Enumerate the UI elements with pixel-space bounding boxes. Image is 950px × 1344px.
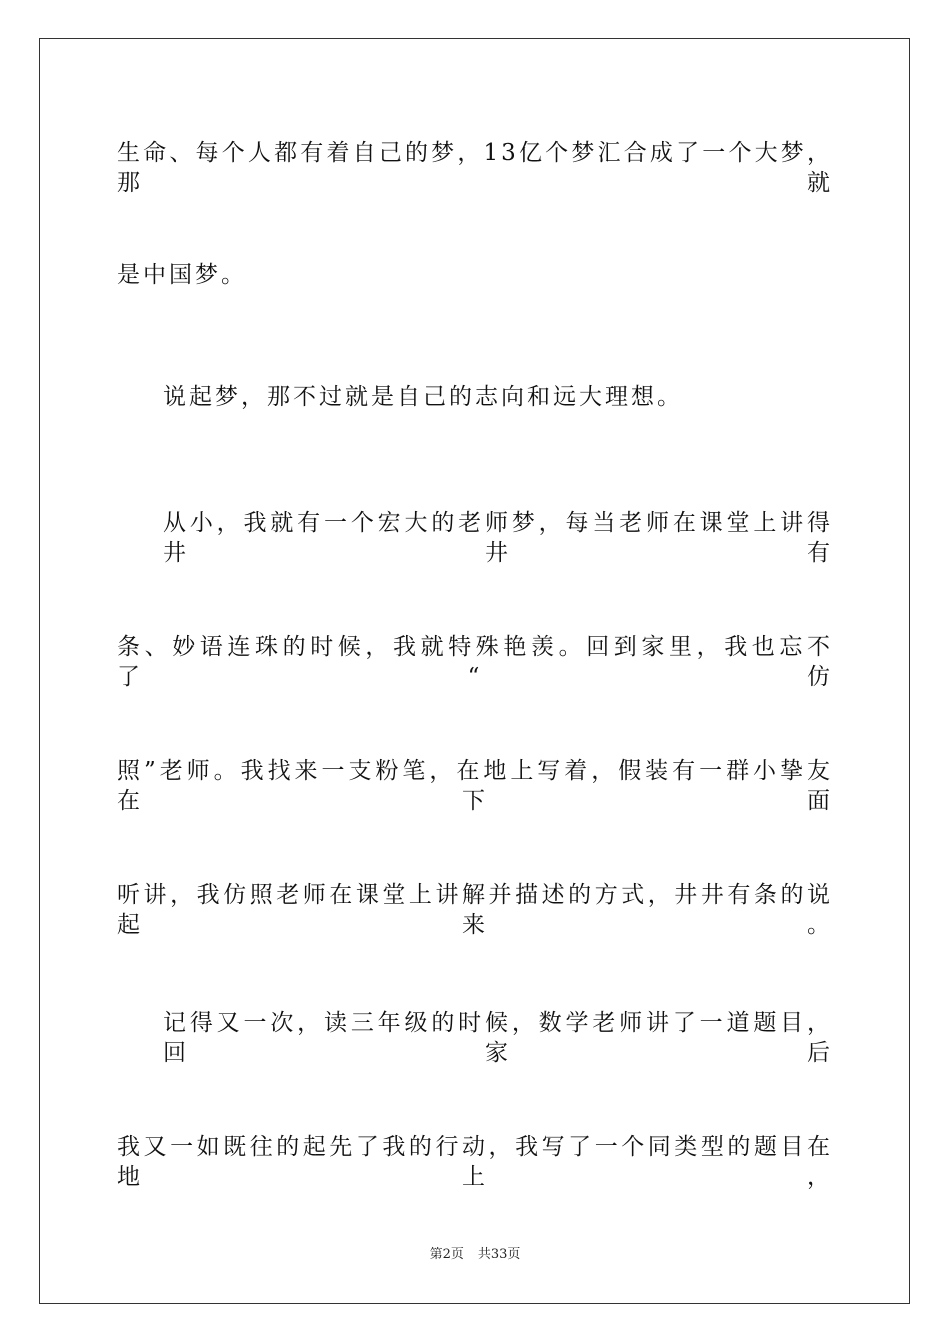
text-line-8: 记得又一次，读三年级的时候，数学老师讲了一道题目，回家后 (163, 1010, 833, 1066)
page-number: 第2页 (429, 1247, 464, 1262)
text-line-5: 条、妙语连珠的时候，我就特殊艳羡。回到家里，我也忘不了“仿 (117, 634, 833, 690)
text-line-3: 说起梦，那不过就是自己的志向和远大理想。 (163, 384, 683, 410)
text-line-9: 我又一如既往的起先了我的行动，我写了一个同类型的题目在地上， (117, 1134, 833, 1190)
page-footer (0, 1246, 950, 1264)
text-line-2: 是中国梦。 (117, 262, 247, 288)
text-line-1: 生命、每个人都有着自己的梦，13亿个梦汇合成了一个大梦，那就 (117, 140, 833, 196)
text-line-4: 从小，我就有一个宏大的老师梦，每当老师在课堂上讲得井井有 (163, 510, 833, 566)
text-line-7: 听讲，我仿照老师在课堂上讲解并描述的方式，井井有条的说起来。 (117, 882, 833, 938)
text-line-6: 照”老师。我找来一支粉笔，在地上写着，假装有一群小挚友在下面 (117, 758, 833, 814)
page-total: 共33页 (477, 1247, 521, 1262)
